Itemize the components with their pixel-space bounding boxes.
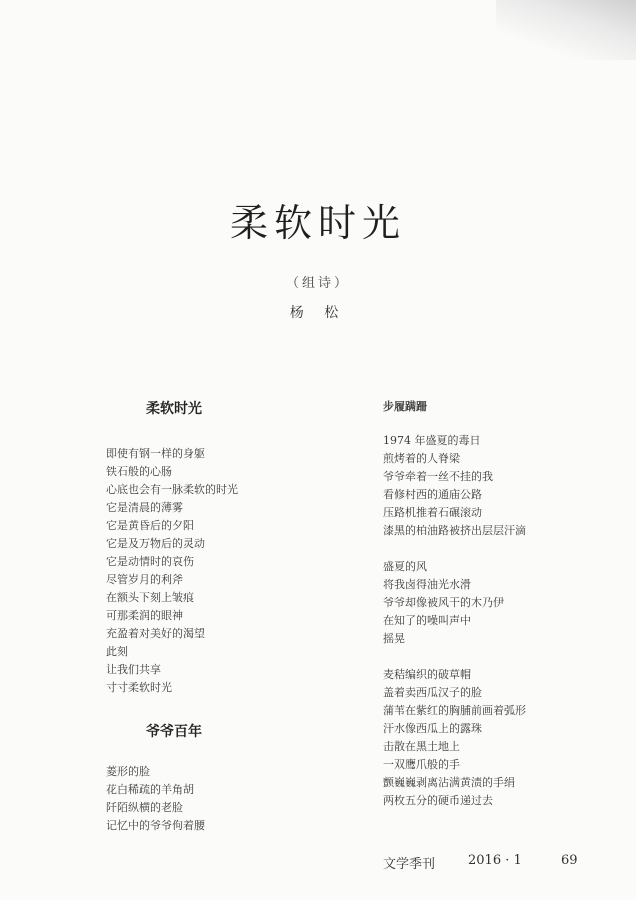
page-title: 柔软时光 <box>229 201 406 245</box>
stanza <box>383 666 613 810</box>
poem-line: 煎烤着的人脊梁 <box>383 452 460 465</box>
poem-line: 麦秸编织的破草帽 <box>383 668 471 681</box>
scan-shadow <box>496 0 636 60</box>
poem-line: 击散在黑土地上 <box>383 740 460 753</box>
poem-line: 心底也会有一脉柔软的时光 <box>106 483 238 496</box>
poem-title-rourou-shiguang: 柔软时光 <box>146 401 202 417</box>
poem-line: 尽管岁月的利斧 <box>106 573 183 586</box>
stanza <box>383 558 613 648</box>
poem-title-bulv-panshan: 步履蹒跚 <box>383 400 427 413</box>
poem-line: 它是及万物后的灵动 <box>106 537 205 550</box>
poem-line: 花白稀疏的羊角胡 <box>106 783 194 796</box>
poem-line: 将我卤得油光水滑 <box>383 578 471 591</box>
poem-line: 在知了的噪叫声中 <box>383 614 471 627</box>
poem-line: 铁石般的心肠 <box>106 465 172 478</box>
left-column <box>106 398 336 835</box>
poem-line: 阡陌纵横的老脸 <box>106 801 183 814</box>
poem-line: 它是黄昏后的夕阳 <box>106 519 194 532</box>
poem-line: 漆黑的柏油路被挤出层层汗滴 <box>383 524 526 537</box>
poem-lines <box>106 763 336 835</box>
poem-line: 看修村西的通庙公路 <box>383 488 482 501</box>
poem-line: 两枚五分的硬币递过去 <box>383 794 493 807</box>
poem-line: 即使有钢一样的身躯 <box>106 447 205 460</box>
poem-line: 盛夏的风 <box>383 560 427 573</box>
poem-line: 爷爷牵着一丝不挂的我 <box>383 470 493 483</box>
poem-line: 1974 年盛夏的毒日 <box>383 434 481 447</box>
page-subtitle: （组诗） <box>285 276 350 291</box>
poem-line: 颤巍巍剥离沾满黄渍的手绢 <box>383 776 515 789</box>
poem-lines <box>106 445 336 697</box>
poem-line: 此刻 <box>106 645 128 658</box>
journal-name: 文学季刊 <box>383 857 436 872</box>
poem-line: 菱形的脸 <box>106 765 150 778</box>
poem-line: 寸寸柔软时光 <box>106 681 172 694</box>
author-name: 杨 松 <box>289 305 347 321</box>
issue-number: 2016 · 1 <box>468 853 522 868</box>
poem-line: 记忆中的爷爷佝着腰 <box>106 819 205 832</box>
poem-line: 摇晃 <box>383 632 405 645</box>
stanza <box>383 432 613 540</box>
poem-line: 汗水像西瓜上的露珠 <box>383 722 482 735</box>
poem-line: 它是动情时的哀伤 <box>106 555 194 568</box>
poem-line: 蒲苇在紫红的胸脯前画着弧形 <box>383 704 526 717</box>
poem-line: 让我们共享 <box>106 663 161 676</box>
page-number: 69 <box>561 853 578 868</box>
poem-line: 可那柔润的眼神 <box>106 609 183 622</box>
poem-line: 盖着卖西瓜汉子的脸 <box>383 686 482 699</box>
poem-line: 一双鹰爪般的手 <box>383 758 460 771</box>
poem-line: 在额头下刻上皱痕 <box>106 591 194 604</box>
poem-line: 压路机推着石碾滚动 <box>383 506 482 519</box>
poem-line: 爷爷却像被风干的木乃伊 <box>383 596 504 609</box>
poem-line: 它是清晨的薄雾 <box>106 501 183 514</box>
poem-title-yeye-bainian: 爷爷百年 <box>146 724 202 740</box>
right-column <box>383 398 613 810</box>
poem-line: 充盈着对美好的渴望 <box>106 627 205 640</box>
